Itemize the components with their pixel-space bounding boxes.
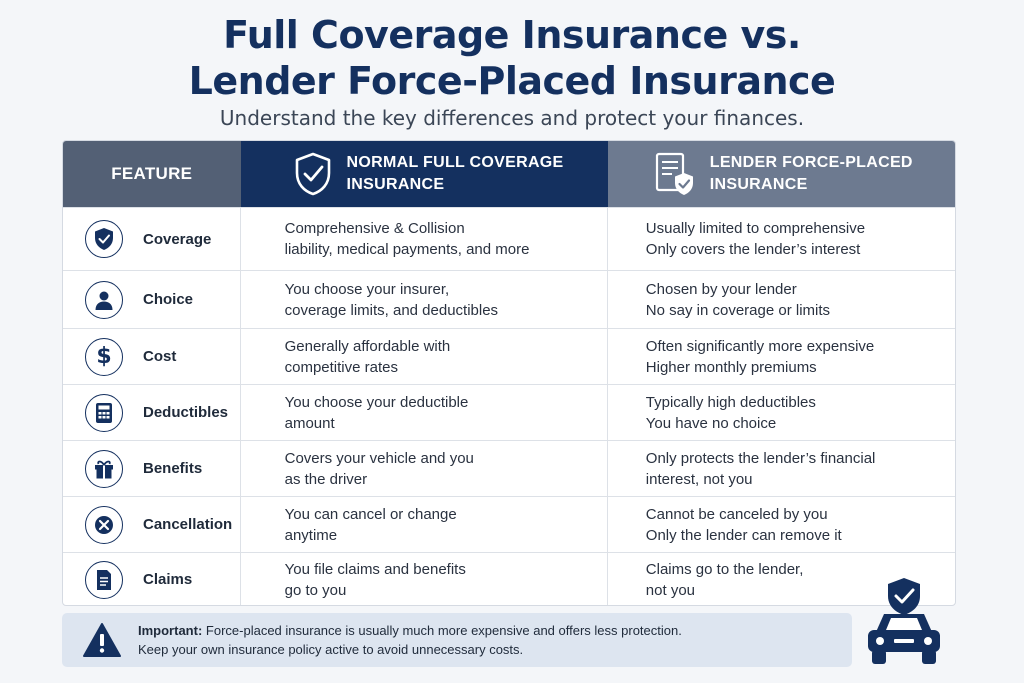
cell-line: Cannot be canceled by you	[645, 505, 828, 523]
comparison-table	[62, 140, 956, 606]
cell-line: You file claims and benefits	[284, 560, 466, 578]
normal-cell	[241, 441, 608, 496]
header-lender-line-2: INSURANCE	[709, 176, 808, 193]
normal-cell	[241, 271, 608, 328]
page-title	[0, 12, 1024, 104]
header-lender-placed	[608, 141, 955, 207]
cell-line: Often significantly more expensive	[645, 337, 875, 355]
title-line-2: Lender Force-Placed Insurance	[188, 59, 836, 103]
cell-line: interest, not you	[645, 470, 753, 488]
header-feature: FEATURE	[63, 141, 241, 207]
feature-label: Coverage	[143, 230, 212, 248]
cell-line: Only covers the lender’s interest	[645, 241, 861, 258]
cell-line: Higher monthly premiums	[645, 358, 817, 376]
dollar-icon: $	[85, 338, 123, 376]
feature-label: Cost	[143, 348, 177, 365]
cell-line: liability, medical payments, and more	[284, 241, 530, 258]
calculator-icon	[85, 394, 123, 432]
table-row	[63, 207, 955, 270]
feature-label: Claims	[143, 571, 193, 588]
cell-line: Typically high deductibles	[645, 393, 816, 411]
document-shield-icon	[652, 151, 696, 197]
feature-label: Cancellation	[143, 516, 233, 533]
normal-cell	[241, 208, 608, 270]
lender-cell	[608, 385, 955, 440]
cell-line: Claims go to the lender,	[645, 560, 804, 578]
normal-cell	[241, 329, 608, 384]
table-row	[63, 440, 955, 496]
feature-label: Choice	[143, 291, 194, 308]
cell-line: Usually limited to comprehensive	[645, 220, 866, 237]
header-normal-line-2: INSURANCE	[346, 176, 445, 193]
user-icon	[85, 281, 123, 319]
cell-line: coverage limits, and deductibles	[284, 301, 499, 319]
page-subtitle: Understand the key differences and protect your finances.	[219, 106, 805, 130]
shield-check-icon	[293, 151, 333, 197]
feature-label: Deductibles	[143, 404, 229, 421]
title-line-1: Full Coverage Insurance vs.	[223, 13, 801, 57]
lender-cell	[608, 271, 955, 328]
shield-check-icon	[85, 220, 123, 258]
cell-line: not you	[645, 581, 696, 599]
header-lender-line-1: LENDER FORCE-PLACED	[709, 154, 913, 171]
lender-cell	[608, 497, 955, 552]
table-row	[63, 270, 955, 328]
lender-cell	[608, 208, 955, 270]
cell-line: amount	[284, 414, 335, 432]
cell-line: as the driver	[284, 470, 368, 488]
cell-line: Only protects the lender’s financial	[645, 449, 876, 467]
notice-line-2: Keep your own insurance policy active to avoid unnecessary costs.	[138, 642, 524, 657]
cell-line: You choose your deductible	[284, 393, 469, 411]
table-row	[63, 552, 955, 606]
table-row	[63, 384, 955, 440]
notice-line-1: Force-placed insurance is usually much more expensive and offers less protection.	[205, 623, 682, 638]
important-notice	[62, 613, 852, 667]
cell-line: You have no choice	[645, 414, 777, 432]
normal-cell	[241, 553, 608, 606]
normal-cell	[241, 385, 608, 440]
warning-icon	[82, 622, 122, 658]
cell-line: competitive rates	[284, 358, 398, 376]
feature-label: Benefits	[143, 460, 203, 477]
cell-line: Generally affordable with	[284, 337, 451, 355]
cell-line: go to you	[284, 581, 347, 599]
cell-line: You choose your insurer,	[284, 280, 450, 298]
table-row	[63, 328, 955, 384]
table-header	[63, 141, 955, 207]
header-normal-coverage	[241, 141, 608, 207]
normal-cell	[241, 497, 608, 552]
cell-line: Covers your vehicle and you	[284, 449, 474, 467]
cell-line: Only the lender can remove it	[645, 526, 842, 544]
cancel-icon	[85, 506, 123, 544]
gift-icon	[85, 450, 123, 488]
cell-line: anytime	[284, 526, 338, 544]
car-shield-icon	[862, 576, 946, 668]
table-row	[63, 496, 955, 552]
cell-line: You can cancel or change	[284, 505, 457, 523]
header-normal-line-1: NORMAL FULL COVERAGE	[346, 154, 564, 171]
document-icon	[85, 561, 123, 599]
cell-line: No say in coverage or limits	[645, 301, 831, 319]
lender-cell	[608, 441, 955, 496]
cell-line: Comprehensive & Collision	[284, 220, 465, 237]
notice-label: Important:	[138, 623, 203, 638]
lender-cell	[608, 329, 955, 384]
cell-line: Chosen by your lender	[645, 280, 797, 298]
